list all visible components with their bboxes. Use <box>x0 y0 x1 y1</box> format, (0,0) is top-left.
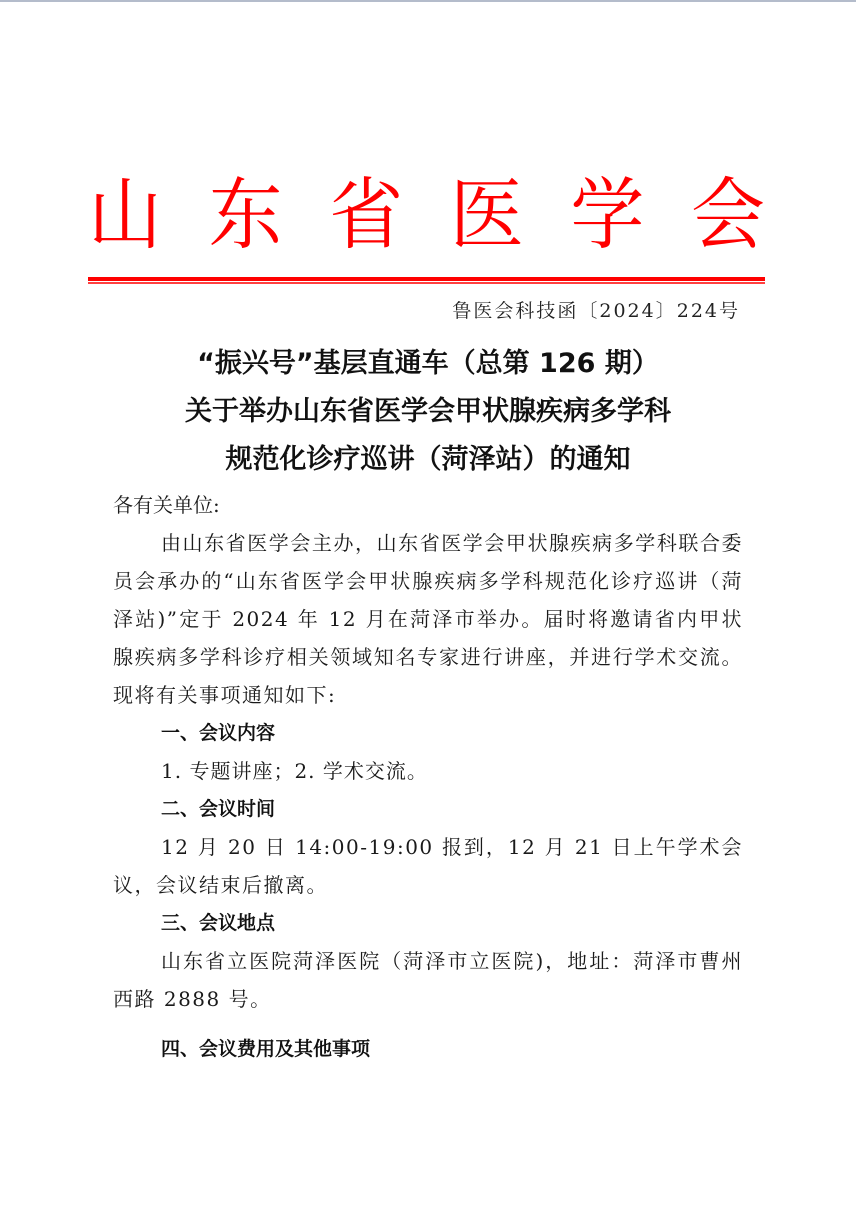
salutation: 各有关单位: <box>113 493 220 517</box>
red-rule-thin <box>88 282 765 284</box>
section-heading-time: 二、会议时间 <box>161 798 276 820</box>
document-title <box>0 340 856 484</box>
section-heading-content: 一、会议内容 <box>161 722 276 744</box>
page-top-border <box>0 0 856 2</box>
title-line-2: 关于举办山东省医学会甲状腺疾病多学科 <box>185 396 671 427</box>
masthead-char: 省 <box>329 169 404 261</box>
section-content-location: 山东省立医院菏泽医院（菏泽市立医院)，地址：菏泽市曹州西路 2888 号。 <box>113 949 743 1011</box>
title-line-3: 规范化诊疗巡讲（菏泽站）的通知 <box>225 444 631 475</box>
title-line-1: “振兴号”基层直通车（总第 126 期） <box>197 348 659 379</box>
red-rule-thick <box>88 277 765 281</box>
red-header-divider <box>88 277 765 284</box>
masthead-char: 医 <box>449 169 524 261</box>
masthead-char: 会 <box>690 169 765 261</box>
masthead-char: 山 <box>88 169 162 261</box>
masthead-char: 东 <box>208 169 283 261</box>
masthead-organization-name <box>88 170 765 260</box>
section-content-time: 12 月 20 日 14:00-19:00 报到，12 月 21 日上午学术会议，会议结束后撤离。 <box>113 835 743 897</box>
document-body <box>113 490 743 1068</box>
intro-paragraph: 由山东省医学会主办，山东省医学会甲状腺疾病多学科联合委员会承办的“山东省医学会甲状腺疾病多学科规范化诊疗巡讲（菏泽站)”定于 2024 年 12 月在菏泽市举办。届时将邀请省内甲状腺疾病多学科诊疗相关领域知名专家进行讲座，并进行学术交流。现将有关事项通知如下: <box>113 531 743 707</box>
section-heading-fees: 四、会议费用及其他事项 <box>161 1038 371 1060</box>
section-heading-location: 三、会议地点 <box>161 912 276 934</box>
section-content-items: 1. 专题讲座；2. 学术交流。 <box>161 759 428 783</box>
document-number: 鲁医会科技函〔2024〕224号 <box>452 300 740 322</box>
masthead-char: 学 <box>570 169 645 261</box>
spacer <box>113 1018 743 1030</box>
